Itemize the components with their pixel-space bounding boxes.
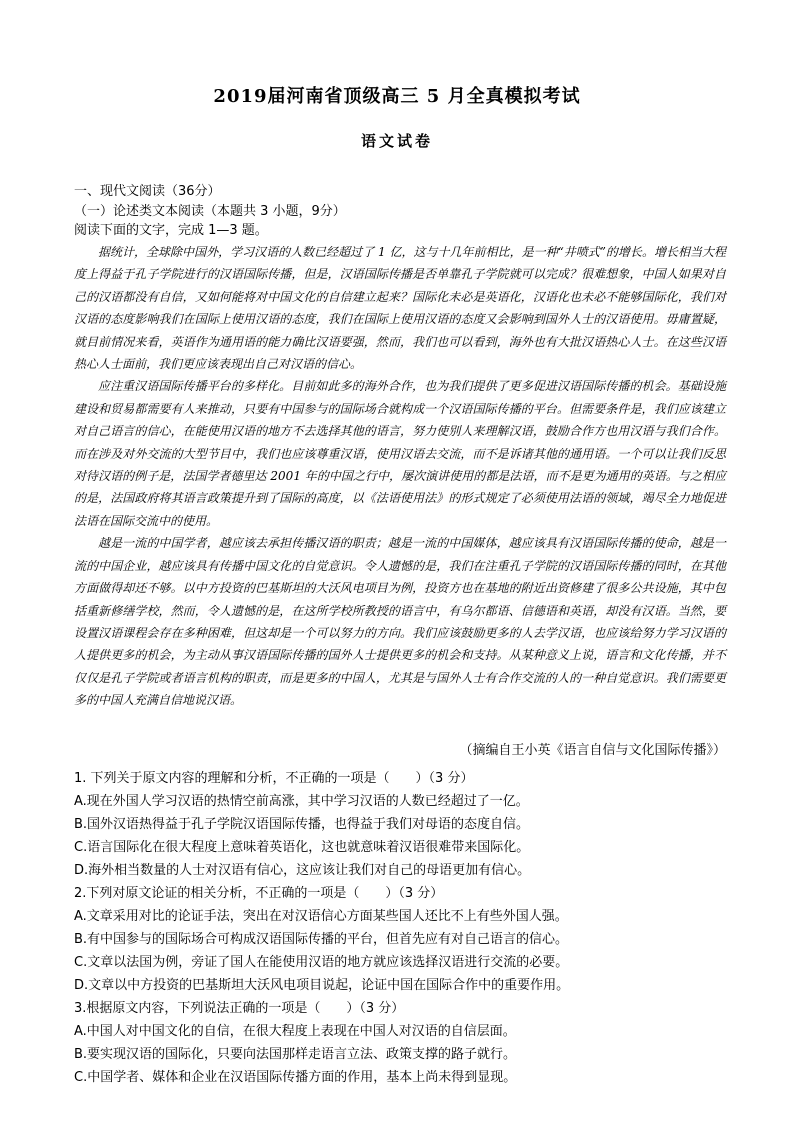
option-c: C.语言国际化在很大程度上意味着英语化，这也就意味着汉语很难带来国际化。 bbox=[74, 840, 530, 855]
question-stem: 2.下列对原文论证的相关分析，不正确的一项是（ ）（3 分） bbox=[74, 886, 444, 901]
passage-paragraph: 越是一流的中国学者，越应该去承担传播汉语的职责；越是一流的中国媒体，越应该具有汉语国际传播的使命，越是一流的中国企业，越应该具有传播中国文化的自觉意识。令人遗憾的是，我们在注重孔子学院的汉语国际传播的同时，在其他方面做得却还不够。以中方投资的巴基斯坦的大沃风电项目为例，投资方也在基地的附近出资修建了很多公共设施，其中包括重新修缮学校，然而，令人遗憾的是，在这所学校所教授的语言中，有乌尔都语、信德语和英语，却没有汉语。当然，要设置汉语课程会存在多种困难，但这却是一个可以努力的方向。我们应该鼓励更多的人去学汉语，也应该给努力学习汉语的人提供更多的机会，为主动从事汉语国际传播的国外人士提供更多的机会和支持。从某种意义上说，语言和文化传播，并不仅仅是孔子学院或者语言机构的职责，而是更多的中国人，尤其是与国外人士有合作交流的人的一种自觉意识。我们需要更多的中国人充满自信地说汉语。 bbox=[74, 536, 726, 708]
passage-paragraph: 应注重汉语国际传播平台的多样化。目前如此多的海外合作，也为我们提供了更多促进汉语国际传播的机会。基础设施建设和贸易都需要有人来推动，只要有中国参与的国际场合就构成一个汉语国际传播的平台。但需要条件是，我们应该建立对自己语言的信心，在能使用汉语的地方不去选择其他的语言，努力使别人来理解汉语，鼓励合作方也用汉语与我们合作。而在涉及对外交流的大型节目中，我们也应该尊重汉语，使用汉语去交流，而不是诉诸其他的通用语。一个可以让我们反思对待汉语的例子是，法国学者德里达 2001 年的中国之行中，屡次演讲使用的都是法语，而不是更为通用的英语。与之相应的是，法国政府将其语言政策提升到了国际的高度，以《法语使用法》的形式规定了必须使用法语的领域，竭尽全力地促进法语在国际交流中的使用。 bbox=[74, 379, 726, 528]
option-d: D.文章以中方投资的巴基斯坦大沃风电项目说起，论证中国在国际合作中的重要作用。 bbox=[74, 978, 570, 993]
reading-passage bbox=[74, 241, 726, 712]
option-c: C.文章以法国为例，旁证了国人在能使用汉语的地方就应该选择汉语进行交流的必要。 bbox=[74, 955, 569, 970]
question-stem: 1. 下列关于原文内容的理解和分析，不正确的一项是（ ）（3 分） bbox=[74, 771, 474, 786]
passage-source: （摘编自王小英《语言自信与文化国际传播》） bbox=[459, 743, 726, 758]
option-a: A.现在外国人学习汉语的热情空前高涨，其中学习汉语的人数已经超过了一亿。 bbox=[74, 794, 529, 809]
section-heading: 一、现代文阅读（36分） bbox=[74, 184, 221, 199]
question-stem: 3.根据原文内容，下列说法正确的一项是（ ）（3 分） bbox=[74, 1001, 405, 1016]
exam-subtitle: 语文试卷 bbox=[360, 132, 433, 150]
option-a: A.文章采用对比的论证手法，突出在对汉语信心方面某些国人还比不上有些外国人强。 bbox=[74, 909, 568, 924]
option-b: B.有中国参与的国际场合可构成汉语国际传播的平台，但首先应有对自己语言的信心。 bbox=[74, 932, 569, 947]
option-d: D.海外相当数量的人士对汉语有信心，这应该让我们对自己的母语更加有信心。 bbox=[74, 863, 531, 878]
option-a: A.中国人对中国文化的自信，在很大程度上表现在中国人对汉语的自信层面。 bbox=[74, 1024, 516, 1039]
option-b: B.要实现汉语的国际化，只要向法国那样走语言立法、政策支撑的路子就行。 bbox=[74, 1047, 517, 1062]
question-list bbox=[74, 767, 734, 1089]
reading-instruction: 阅读下面的文字，完成 1—3 题。 bbox=[74, 223, 268, 238]
exam-title: 2019届河南省顶级高三 5 月全真模拟考试 bbox=[213, 86, 581, 107]
section-subheading: （一）论述类文本阅读（本题共 3 小题，9分） bbox=[74, 204, 346, 219]
option-c: C.中国学者、媒体和企业在汉语国际传播方面的作用，基本上尚未得到显现。 bbox=[74, 1070, 517, 1085]
option-b: B.国外汉语热得益于孔子学院汉语国际传播，也得益于我们对母语的态度自信。 bbox=[74, 817, 530, 832]
passage-paragraph: 据统计，全球除中国外，学习汉语的人数已经超过了 1 亿，这与十几年前相比，是一种“井喷式”的增长。增长相当大程度上得益于孔子学院进行的汉语国际传播，但是，汉语国际传播是否单靠孔子学院就可以完成？很难想象，中国人如果对自己的汉语都没有自信，又如何能将对中国文化的自信建立起来？国际化未必是英语化，汉语化也未必不能够国际化，我们对汉语的态度影响我们在国际上使用汉语的态度，我们在国际上使用汉语的态度又会影响到国外人士的汉语使用。毋庸置疑，就目前情况来看，英语作为通用语的能力确比汉语要强，然而，我们也可以看到，海外也有大批汉语热心人士。在这些汉语热心人士面前，我们更应该表现出自己对汉语的信心。 bbox=[74, 245, 726, 372]
